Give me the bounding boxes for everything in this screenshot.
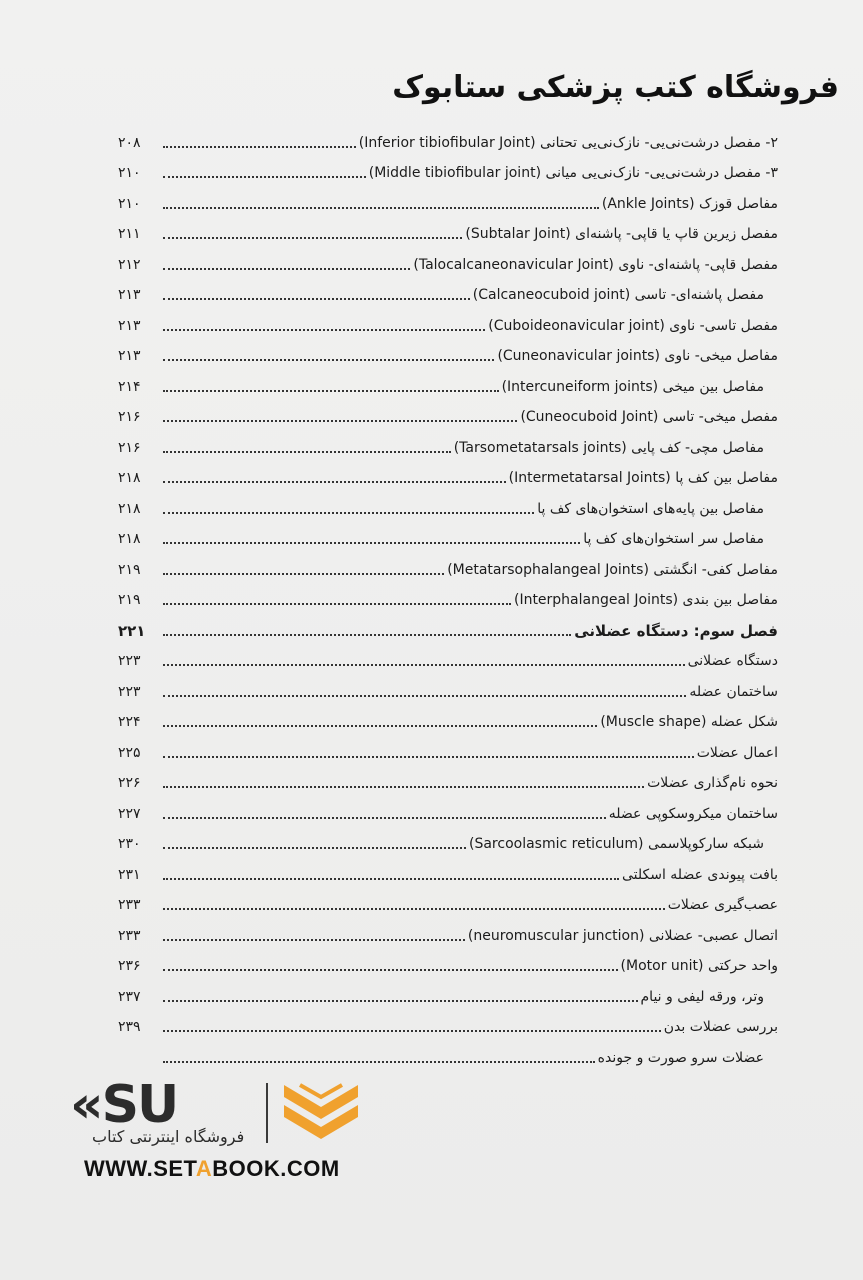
toc-entry-title: اتصال عصبی- عضلانی (neuromuscular junction) — [467, 927, 778, 944]
toc-entry-title: مفاصل مچی- کف پایی (Tarsometatarsals joints) — [453, 439, 764, 456]
toc-dot-leader — [163, 390, 499, 392]
toc-entry-title: مفاصل میخی- ناوی (Cuneonavicular joints) — [497, 348, 778, 364]
chapter-heading-row — [118, 609, 778, 640]
toc-entry — [118, 304, 778, 335]
toc-dot-leader — [163, 603, 511, 605]
website-accent: A — [195, 1156, 213, 1181]
toc-page-number: ۲۱۰ — [118, 165, 141, 181]
toc-entry-title: فصل سوم: دستگاه عضلانی — [574, 621, 778, 640]
toc-dot-leader — [163, 207, 599, 209]
toc-entry-title: اعمال عضلات — [696, 744, 778, 761]
toc-entry — [118, 518, 778, 549]
toc-entry-title: وتر، ورقه لیفی و نیام — [640, 988, 764, 1005]
toc-entry — [118, 121, 778, 152]
toc-page-number: ۲۱۱ — [118, 226, 141, 242]
toc-entry-title: مفاصل بین بندی (Interphalangeal Joints) — [513, 592, 778, 608]
toc-entry-title: مفصل قاپی- پاشنه‌ای- ناوی (Talocalcaneonavicular Joint) — [413, 256, 778, 273]
toc-dot-leader — [163, 939, 465, 941]
toc-entry-title: دستگاه عضلانی — [687, 653, 778, 669]
toc-page-number: ۲۱۴ — [118, 378, 141, 395]
toc-entry — [118, 792, 778, 823]
toc-entry-title: مفاصل کفی- انگشتی (Metatarsophalangeal Joints) — [447, 561, 778, 578]
toc-page-number: ۲۱۳ — [118, 287, 141, 303]
toc-dot-leader — [163, 756, 694, 758]
toc-dot-leader — [163, 329, 485, 331]
toc-dot-leader — [163, 969, 618, 971]
toc-page-number: ۲۳۳ — [118, 927, 141, 944]
toc-entry-title: مفصل زیرین قاپ یا قاپی- پاشنه‌ای (Subtalar Joint) — [465, 226, 778, 242]
toc-page-number: ۲۱۸ — [118, 470, 141, 486]
toc-page-number: ۲۱۶ — [118, 439, 141, 456]
toc-entry — [118, 487, 778, 518]
toc-page-number: ۲۱۹ — [118, 561, 141, 578]
toc-page-number: ۲۲۳ — [118, 683, 141, 700]
toc-entry-title: ۳- مفصل درشت‌نی‌یی- نازک‌نی‌یی میانی (Middle tibiofibular joint) — [368, 165, 778, 181]
toc-entry-title: شکل عضله (Muscle shape) — [600, 714, 778, 730]
logo-divider — [266, 1083, 268, 1143]
toc-entry-title: مفاصل بین کف پا (Intermetatarsal Joints) — [508, 470, 778, 486]
website-url — [84, 1156, 340, 1182]
book-stack-icon — [280, 1079, 362, 1147]
toc-dot-leader — [163, 1000, 638, 1002]
toc-entry-title: عصب‌گیری عضلات — [667, 897, 778, 913]
toc-dot-leader — [163, 237, 462, 239]
toc-page-number: ۲۱۶ — [118, 409, 141, 425]
toc-entry — [118, 762, 778, 793]
toc-page-number: ۲۳۷ — [118, 988, 141, 1005]
toc-page-number: ۲۱۳ — [118, 317, 141, 334]
toc-entry — [118, 914, 778, 945]
toc-entry-title: مفاصل سر استخوان‌های کف پا — [583, 531, 764, 547]
toc-entry — [118, 365, 778, 396]
toc-entry — [118, 853, 778, 884]
toc-entry — [118, 1036, 778, 1067]
toc-page-number: ۲۳۹ — [118, 1019, 141, 1035]
toc-page-number: ۲۳۳ — [118, 897, 141, 913]
toc-page-number: ۲۱۸ — [118, 500, 141, 517]
toc-page-number: ۲۲۴ — [118, 714, 141, 730]
toc-entry — [118, 884, 778, 915]
toc-entry-title: ساختمان عضله — [689, 683, 778, 700]
website-prefix: WWW.SET — [84, 1156, 196, 1181]
toc-entry-title: مفاصل قوزک (Ankle Joints) — [601, 195, 778, 212]
toc-entry-title: شبکه سارکوپلاسمی (Sarcoolasmic reticulum) — [468, 836, 764, 852]
table-of-contents — [118, 121, 778, 1067]
toc-dot-leader — [163, 146, 356, 148]
toc-page-number: ۲۳۰ — [118, 836, 141, 852]
toc-dot-leader — [163, 298, 470, 300]
toc-dot-leader — [163, 1061, 595, 1063]
toc-entry — [118, 213, 778, 244]
toc-entry-title: بافت پیوندی عضله اسکلتی — [621, 866, 778, 883]
toc-entry-title: عضلات سرو صورت و جونده — [597, 1049, 764, 1066]
toc-entry — [118, 731, 778, 762]
toc-page-number: ۲۱۳ — [118, 348, 141, 364]
toc-dot-leader — [163, 695, 686, 697]
toc-entry — [118, 701, 778, 732]
toc-entry — [118, 243, 778, 274]
toc-page-number: ۲۲۶ — [118, 775, 141, 791]
toc-entry — [118, 152, 778, 183]
toc-dot-leader — [163, 878, 619, 880]
toc-entry — [118, 945, 778, 976]
toc-dot-leader — [163, 1030, 661, 1032]
toc-entry-title: مفصل تاسی- ناوی (Cuboideonavicular joint) — [488, 317, 778, 334]
toc-dot-leader — [163, 451, 451, 453]
toc-entry-title: ۲- مفصل درشت‌نی‌یی- نازک‌نی‌یی تحتانی (Inferior tibiofibular Joint) — [358, 134, 778, 151]
toc-entry — [118, 823, 778, 854]
toc-entry — [118, 670, 778, 701]
toc-page-number: ۲۳۶ — [118, 958, 141, 974]
toc-dot-leader — [163, 817, 606, 819]
toc-entry-title: واحد حرکتی (Motor unit) — [620, 958, 778, 974]
toc-dot-leader — [163, 725, 597, 727]
toc-dot-leader — [163, 268, 410, 270]
toc-entry — [118, 457, 778, 488]
toc-entry-title: مفاصل بین میخی (Intercuneiform joints) — [501, 378, 764, 395]
toc-dot-leader — [163, 542, 580, 544]
toc-entry-title: مفصل پاشنه‌ای- تاسی (Calcaneocuboid joint) — [472, 287, 764, 303]
toc-entry — [118, 975, 778, 1006]
toc-entry — [118, 579, 778, 610]
toc-entry — [118, 274, 778, 305]
toc-dot-leader — [163, 786, 644, 788]
toc-page-number: ۲۲۱ — [118, 621, 146, 640]
website-suffix: BOOK.COM — [212, 1156, 340, 1181]
toc-page-number: ۲۱۸ — [118, 531, 141, 547]
toc-page-number: ۲۱۹ — [118, 592, 141, 608]
toc-entry — [118, 640, 778, 671]
toc-dot-leader — [163, 512, 534, 514]
toc-dot-leader — [163, 664, 685, 666]
toc-page-number: ۲۱۲ — [118, 256, 141, 273]
store-title: فروشگاه کتب پزشکی ستابوک — [392, 70, 839, 105]
toc-page-number: ۲۲۷ — [118, 805, 141, 822]
logo-subtitle: فروشگاه اینترنتی کتاب — [92, 1127, 245, 1146]
toc-dot-leader — [163, 176, 366, 178]
toc-dot-leader — [163, 481, 506, 483]
toc-entry-title: مفاصل بین پایه‌های استخوان‌های کف پا — [537, 500, 764, 517]
toc-entry-title: ساختمان میکروسکوپی عضله — [608, 805, 778, 822]
logo-wordmark: «SU — [70, 1075, 178, 1135]
toc-entry-title: بررسی عضلات بدن — [663, 1019, 778, 1035]
toc-page-number: ۲۱۰ — [118, 195, 141, 212]
toc-entry — [118, 396, 778, 427]
toc-page-number: ۲۳۱ — [118, 866, 141, 883]
toc-entry — [118, 335, 778, 366]
toc-page-number: ۲۰۸ — [118, 134, 141, 151]
toc-dot-leader — [163, 847, 466, 849]
toc-dot-leader — [163, 634, 571, 636]
toc-dot-leader — [163, 573, 444, 575]
toc-entry — [118, 182, 778, 213]
toc-dot-leader — [163, 420, 517, 422]
toc-page-number: ۲۲۵ — [118, 744, 141, 761]
toc-dot-leader — [163, 908, 665, 910]
toc-entry — [118, 1006, 778, 1037]
toc-dot-leader — [163, 359, 494, 361]
toc-entry — [118, 548, 778, 579]
toc-page-number: ۲۲۳ — [118, 653, 141, 669]
toc-entry-title: مفصل میخی- تاسی (Cuneocuboid Joint) — [520, 409, 778, 425]
toc-entry-title: نحوه نام‌گذاری عضلات — [647, 775, 778, 791]
toc-entry — [118, 426, 778, 457]
